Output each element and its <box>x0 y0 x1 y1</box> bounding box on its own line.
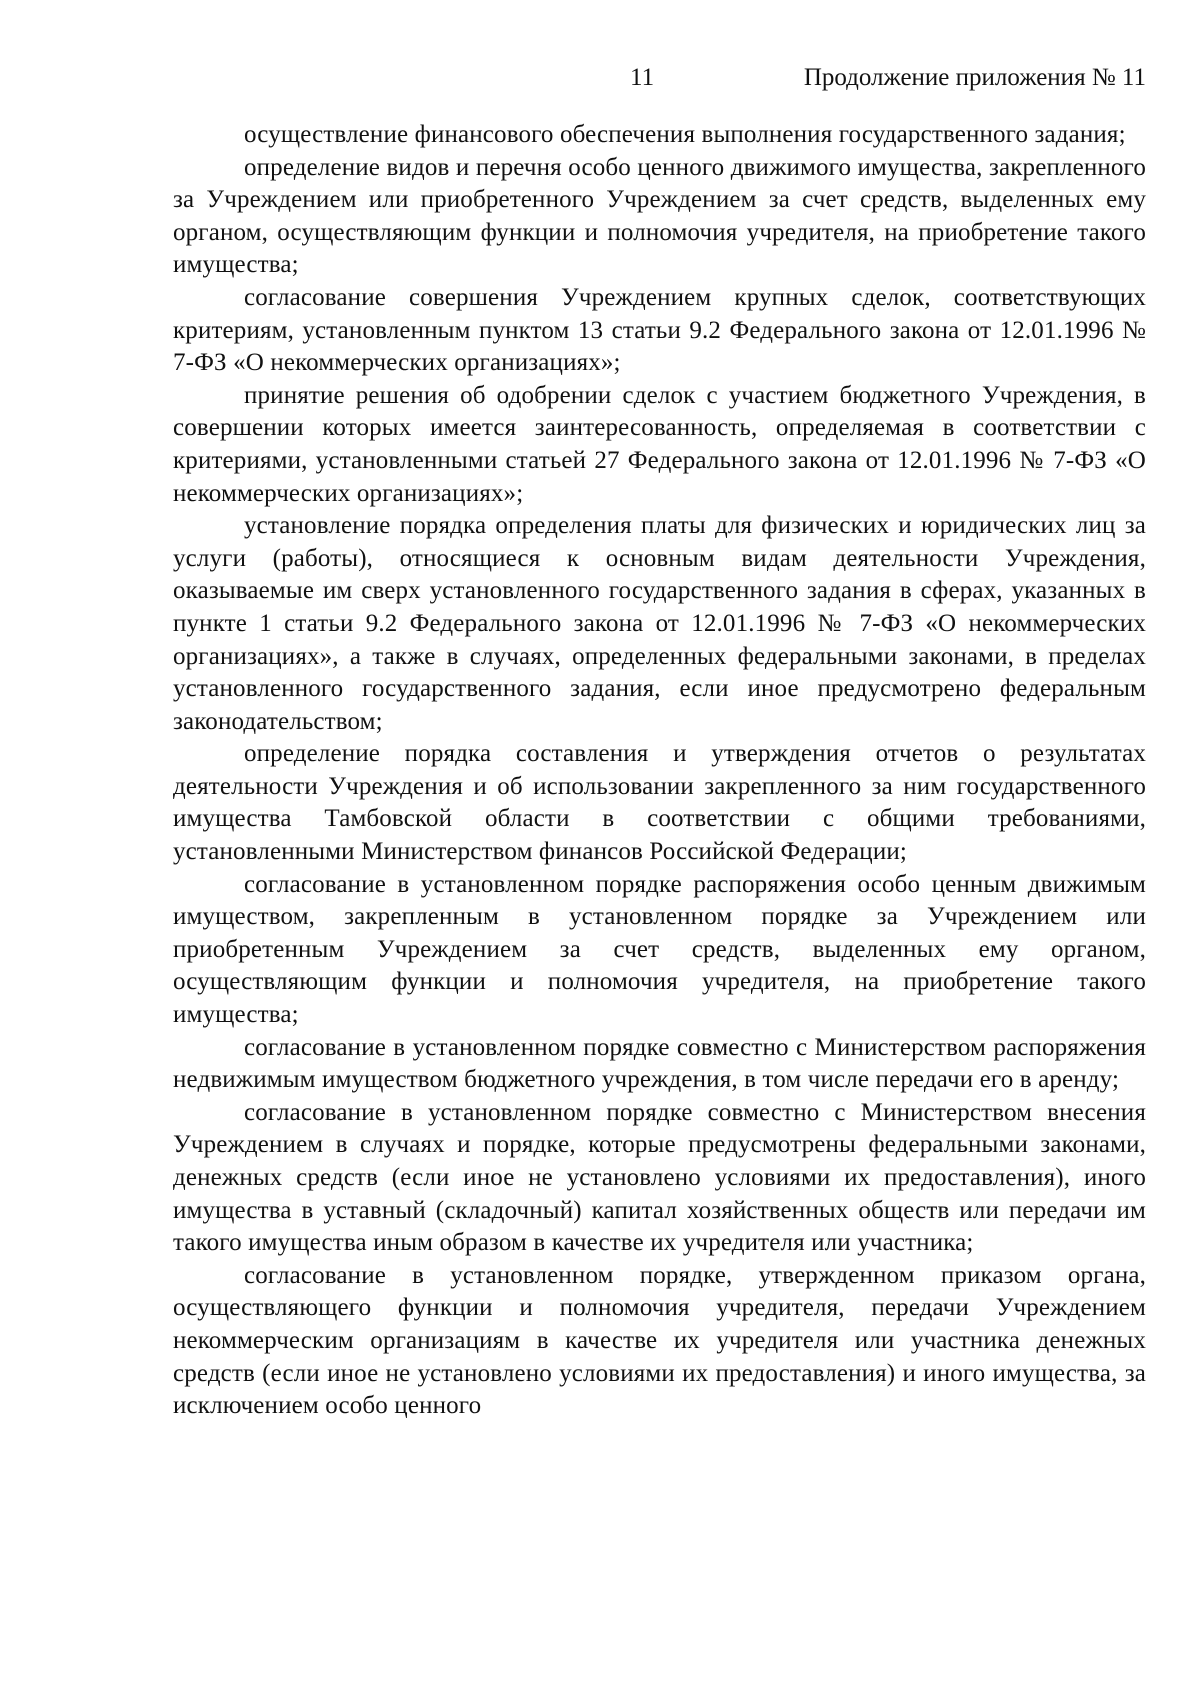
paragraph-reporting-procedure: определение порядка составления и утверждения отчетов о результатах деятельности Учреждения и об использовании закрепленного за ним государственного имущества Тамбовской области в соответствии с общими требованиями, установленными Министерством финансов Российской Федерации; <box>173 740 1146 866</box>
page-number: 11 <box>630 64 655 91</box>
paragraph-real-estate-disposal: согласование в установленном порядке совместно с Министерством распоряжения недвижимым имуществом бюджетного учреждения, в том числе передачи его в аренду; <box>173 1033 1146 1094</box>
paragraph-financial-support: осуществление финансового обеспечения выполнения государственного задания; <box>244 121 1126 148</box>
document-body <box>173 119 1146 1423</box>
paragraph-fee-procedure: установление порядка определения платы для физических и юридических лиц за услуги (работы), относящиеся к основным видам деятельности Учреждения, оказываемые им сверх установленного государственного задания в сферах, указанных в пункте 1 статьи 9.2 Федерального закона от 12.01.1996 № 7-ФЗ «О некоммерческих организациях», а также в случаях, определенных федеральными законами, в пределах установленного государственного задания, если иное предусмотрено федеральным законодательством; <box>173 512 1146 735</box>
paragraph-movable-property-disposal: согласование в установленном порядке распоряжения особо ценным движимым имуществом, закрепленным в установленном порядке за Учреждением или приобретенным Учреждением за счет средств, выделенных ему органом, осуществляющим функции и полномочия учредителя, на приобретение такого имущества; <box>173 870 1146 1029</box>
paragraph-valuable-property: определение видов и перечня особо ценного движимого имущества, закрепленного за Учреждением или приобретенного Учреждением за счет средств, выделенных ему органом, осуществляющим функции и полномочия учредителя, на приобретение такого имущества; <box>173 153 1146 279</box>
page-header <box>0 58 1200 98</box>
appendix-continuation-label: Продолжение приложения № 11 <box>803 64 1146 91</box>
paragraph-capital-contribution: согласование в установленном порядке совместно с Министерством внесения Учреждением в случаях и порядке, которые предусмотрены федеральными законами, денежных средств (если иное не установлено условиями их предоставления), иного имущества в уставный (складочный) капитал хозяйственных обществ или передачи им такого имущества иным образом в качестве их учредителя или участника; <box>173 1098 1146 1257</box>
paragraph-major-transactions: согласование совершения Учреждением крупных сделок, соответствующих критериям, установленным пунктом 13 статьи 9.2 Федерального закона от 12.01.1996 № 7-ФЗ «О некоммерческих организациях»; <box>173 283 1146 377</box>
paragraph-interested-transactions: принятие решения об одобрении сделок с участием бюджетного Учреждения, в совершении которых имеется заинтересованность, определяемая в соответствии с критериями, установленными статьей 27 Федерального закона от 12.01.1996 № 7-ФЗ «О некоммерческих организациях»; <box>173 381 1146 507</box>
paragraph-nonprofit-transfer: согласование в установленном порядке, утвержденном приказом органа, осуществляющего функции и полномочия учредителя, передачи Учреждением некоммерческим организациям в качестве их учредителя или участника денежных средств (если иное не установлено условиями их предоставления) и иного имущества, за исключением особо ценного <box>173 1261 1146 1420</box>
